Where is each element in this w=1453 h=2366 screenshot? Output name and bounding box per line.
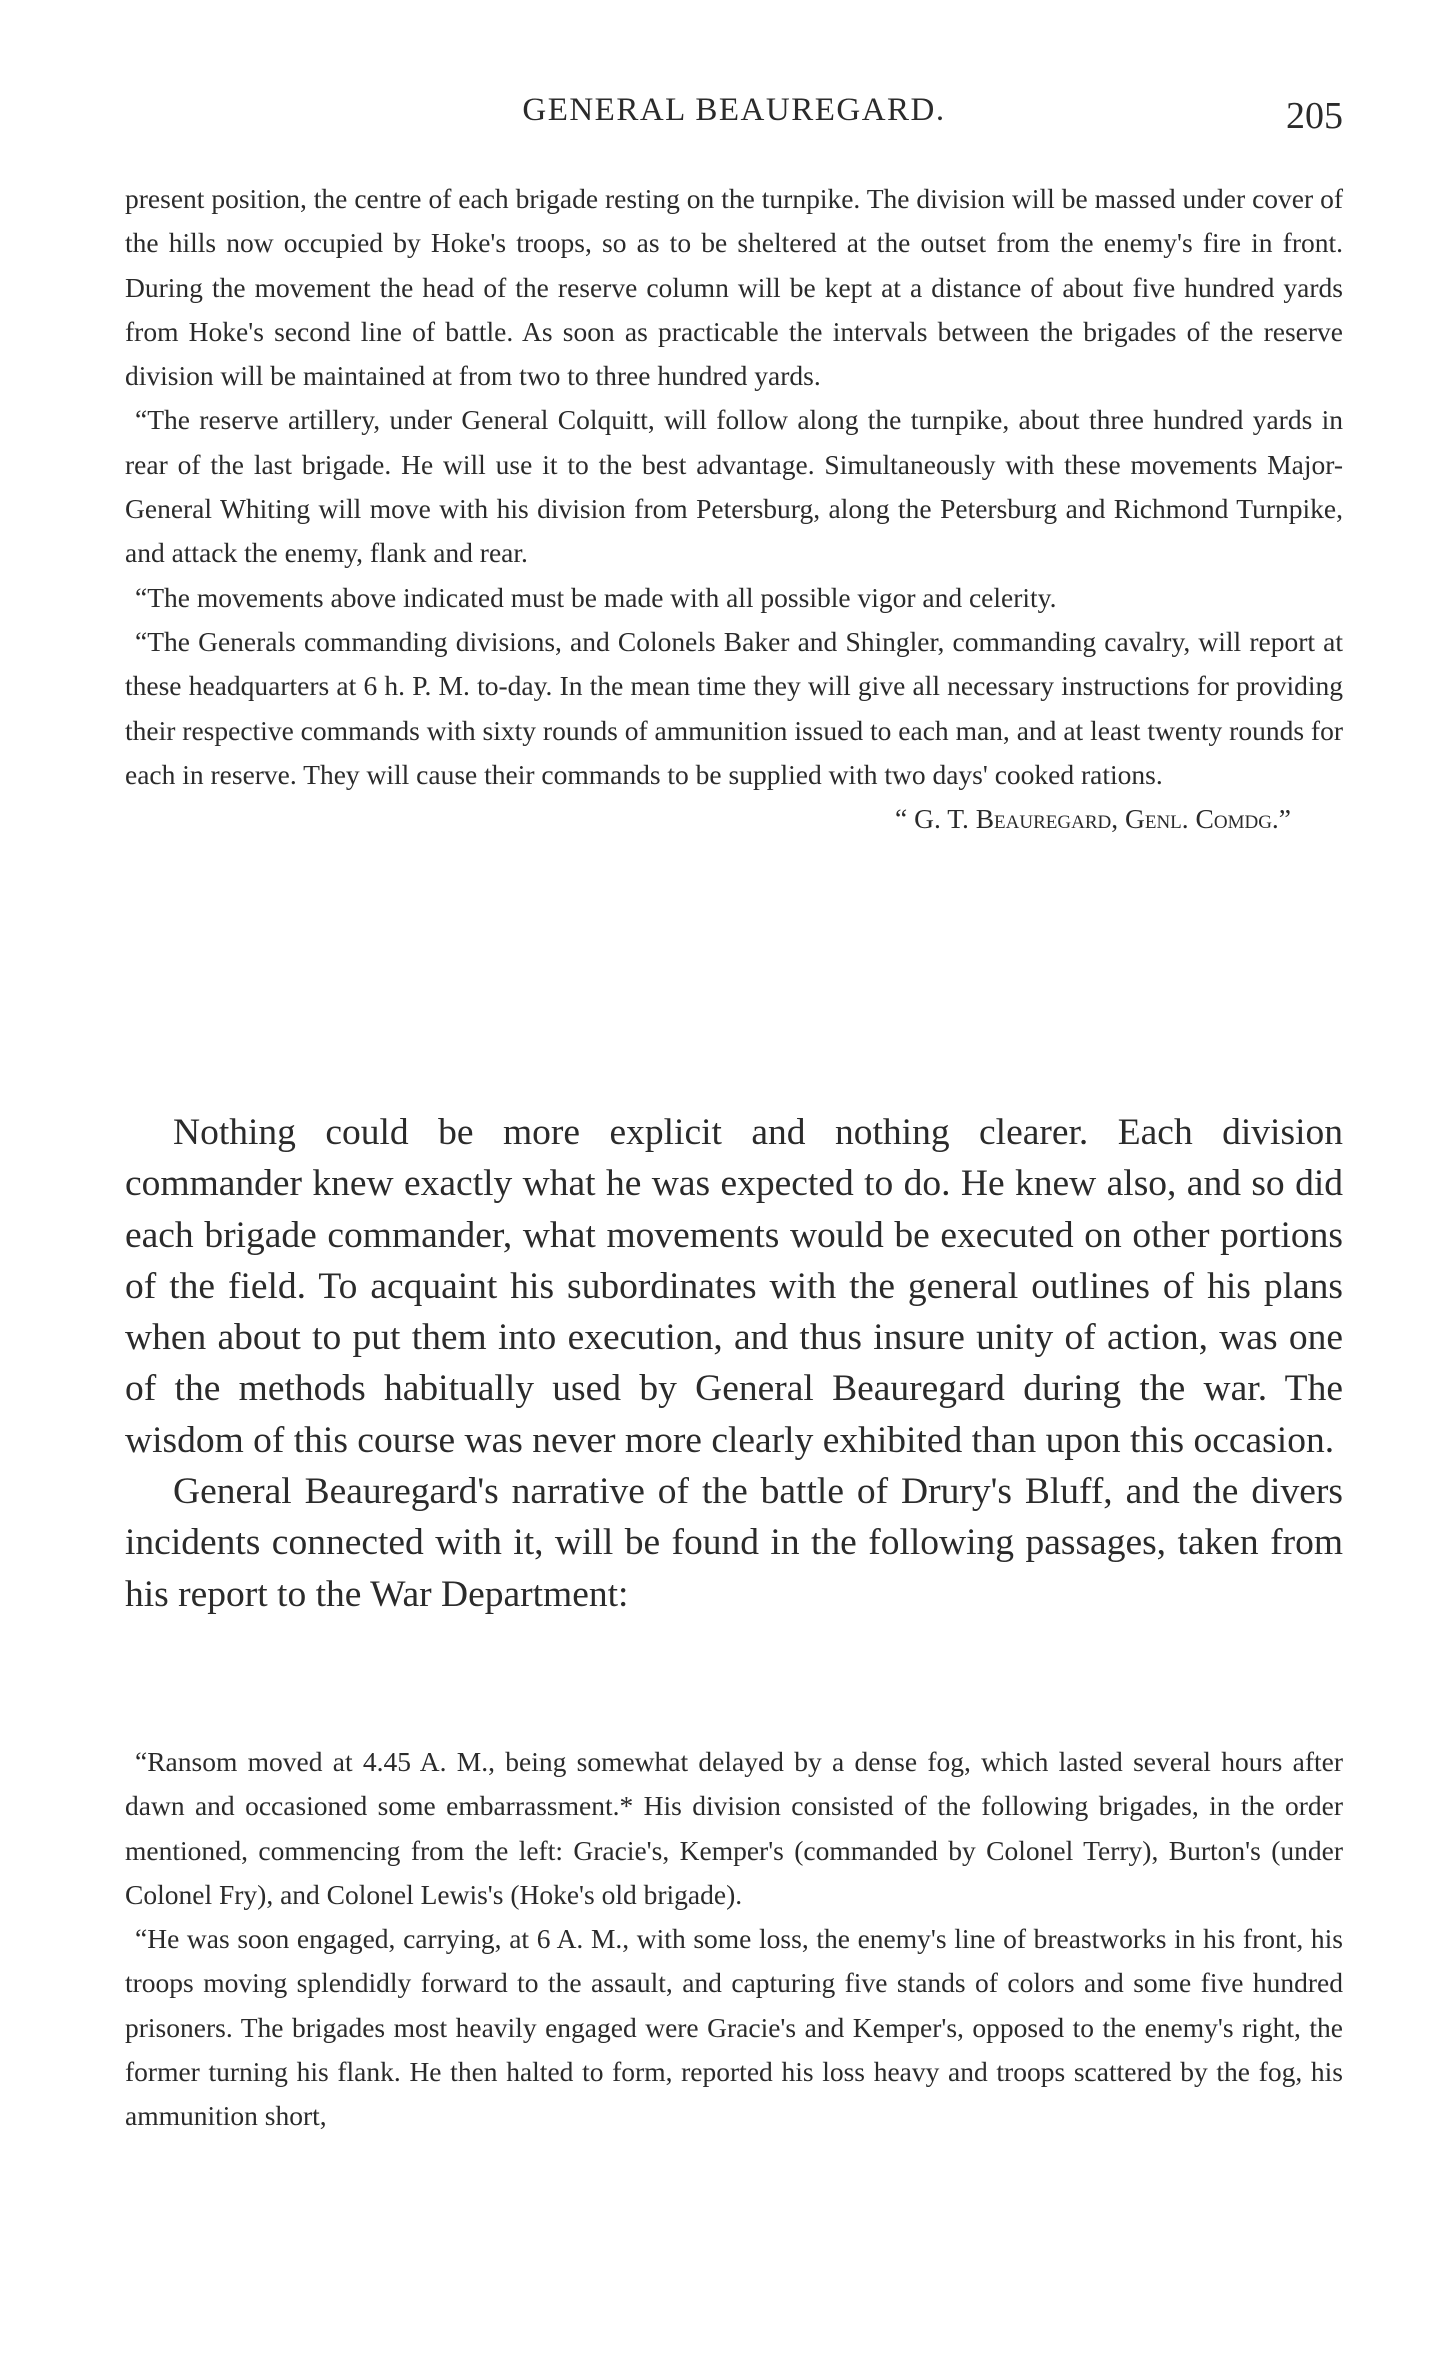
orders-paragraph: “The movements above indicated must be made with all possible vigor and celerity.: [135, 581, 1057, 613]
orders-paragraph: “The Generals commanding divisions, and Colonels Baker and Shingler, commanding cavalry, will report at these headquarters at 6 h. P. M. to-day. In the mean time they will give all necessary instructions for providing their respective commands with sixty rounds of ammunition issued to each man, and at least twenty rounds for each in reserve. They will cause their commands to be supplied with two days' cooked rations.: [125, 625, 1343, 790]
report-paragraph: “Ransom moved at 4.45 A. M., being somewhat delayed by a dense fog, which lasted several hours after dawn and occasioned some embarrassment.* His division consisted of the following brigades, in the order mentioned, commencing from the left: Gracie's, Kemper's (commanded by Colonel Terry), Burton's (under Colonel Fry), and Colonel Lewis's (Hoke's old brigade).: [125, 1746, 1343, 1910]
running-head: [125, 84, 1343, 144]
narrative-text: [125, 1107, 1343, 1620]
narrative-paragraph: General Beauregard's narrative of the battle of Drury's Bluff, and the divers incidents connected with it, will be found in the following passages, taken from his report to the War Department:: [125, 1471, 1343, 1615]
orders-quotation: [125, 177, 1343, 841]
report-quotation: [125, 1740, 1343, 2139]
orders-paragraph: present position, the centre of each brigade resting on the turnpike. The division will be massed under cover of the hills now occupied by Hoke's troops, so as to be sheltered at the outset from the enemy's fire in front. During the movement the head of the reserve column will be kept at a distance of about five hundred yards from Hoke's second line of battle. As soon as practicable the intervals between the brigades of the reserve division will be maintained at from two to three hundred yards.: [125, 183, 1343, 392]
report-paragraph: “He was soon engaged, carrying, at 6 A. M., with some loss, the enemy's line of breastworks in his front, his troops moving splendidly forward to the assault, and capturing five stands of colors and some five hundred prisoners. The brigades most heavily engaged were Gracie's and Kemper's, opposed to the enemy's right, the former turning his flank. He then halted to form, reported his loss heavy and troops scattered by the fog, his ammunition short,: [125, 1923, 1343, 2132]
signature: “ G. T. Beauregard, Genl. Comdg.”: [895, 803, 1291, 835]
narrative-paragraph: Nothing could be more explicit and nothing clearer. Each division commander knew exactly what he was expected to do. He knew also, and so did each brigade commander, what movements would be executed on other portions of the field. To acquaint his subordinates with the general outlines of his plans when about to put them into execution, and thus insure unity of action, was one of the methods habitually used by General Beauregard during the war. The wisdom of this course was never more clearly exhibited than upon this occasion.: [125, 1112, 1343, 1461]
orders-paragraph: “The reserve artillery, under General Colquitt, will follow along the turnpike, about three hundred yards in rear of the last brigade. He will use it to the best advantage. Simultaneously with these movements Major-General Whiting will move with his division from Petersburg, along the Petersburg and Richmond Turnpike, and attack the enemy, flank and rear.: [125, 404, 1343, 569]
running-title: GENERAL BEAUREGARD.: [522, 92, 946, 128]
page-number: 205: [1286, 95, 1343, 137]
